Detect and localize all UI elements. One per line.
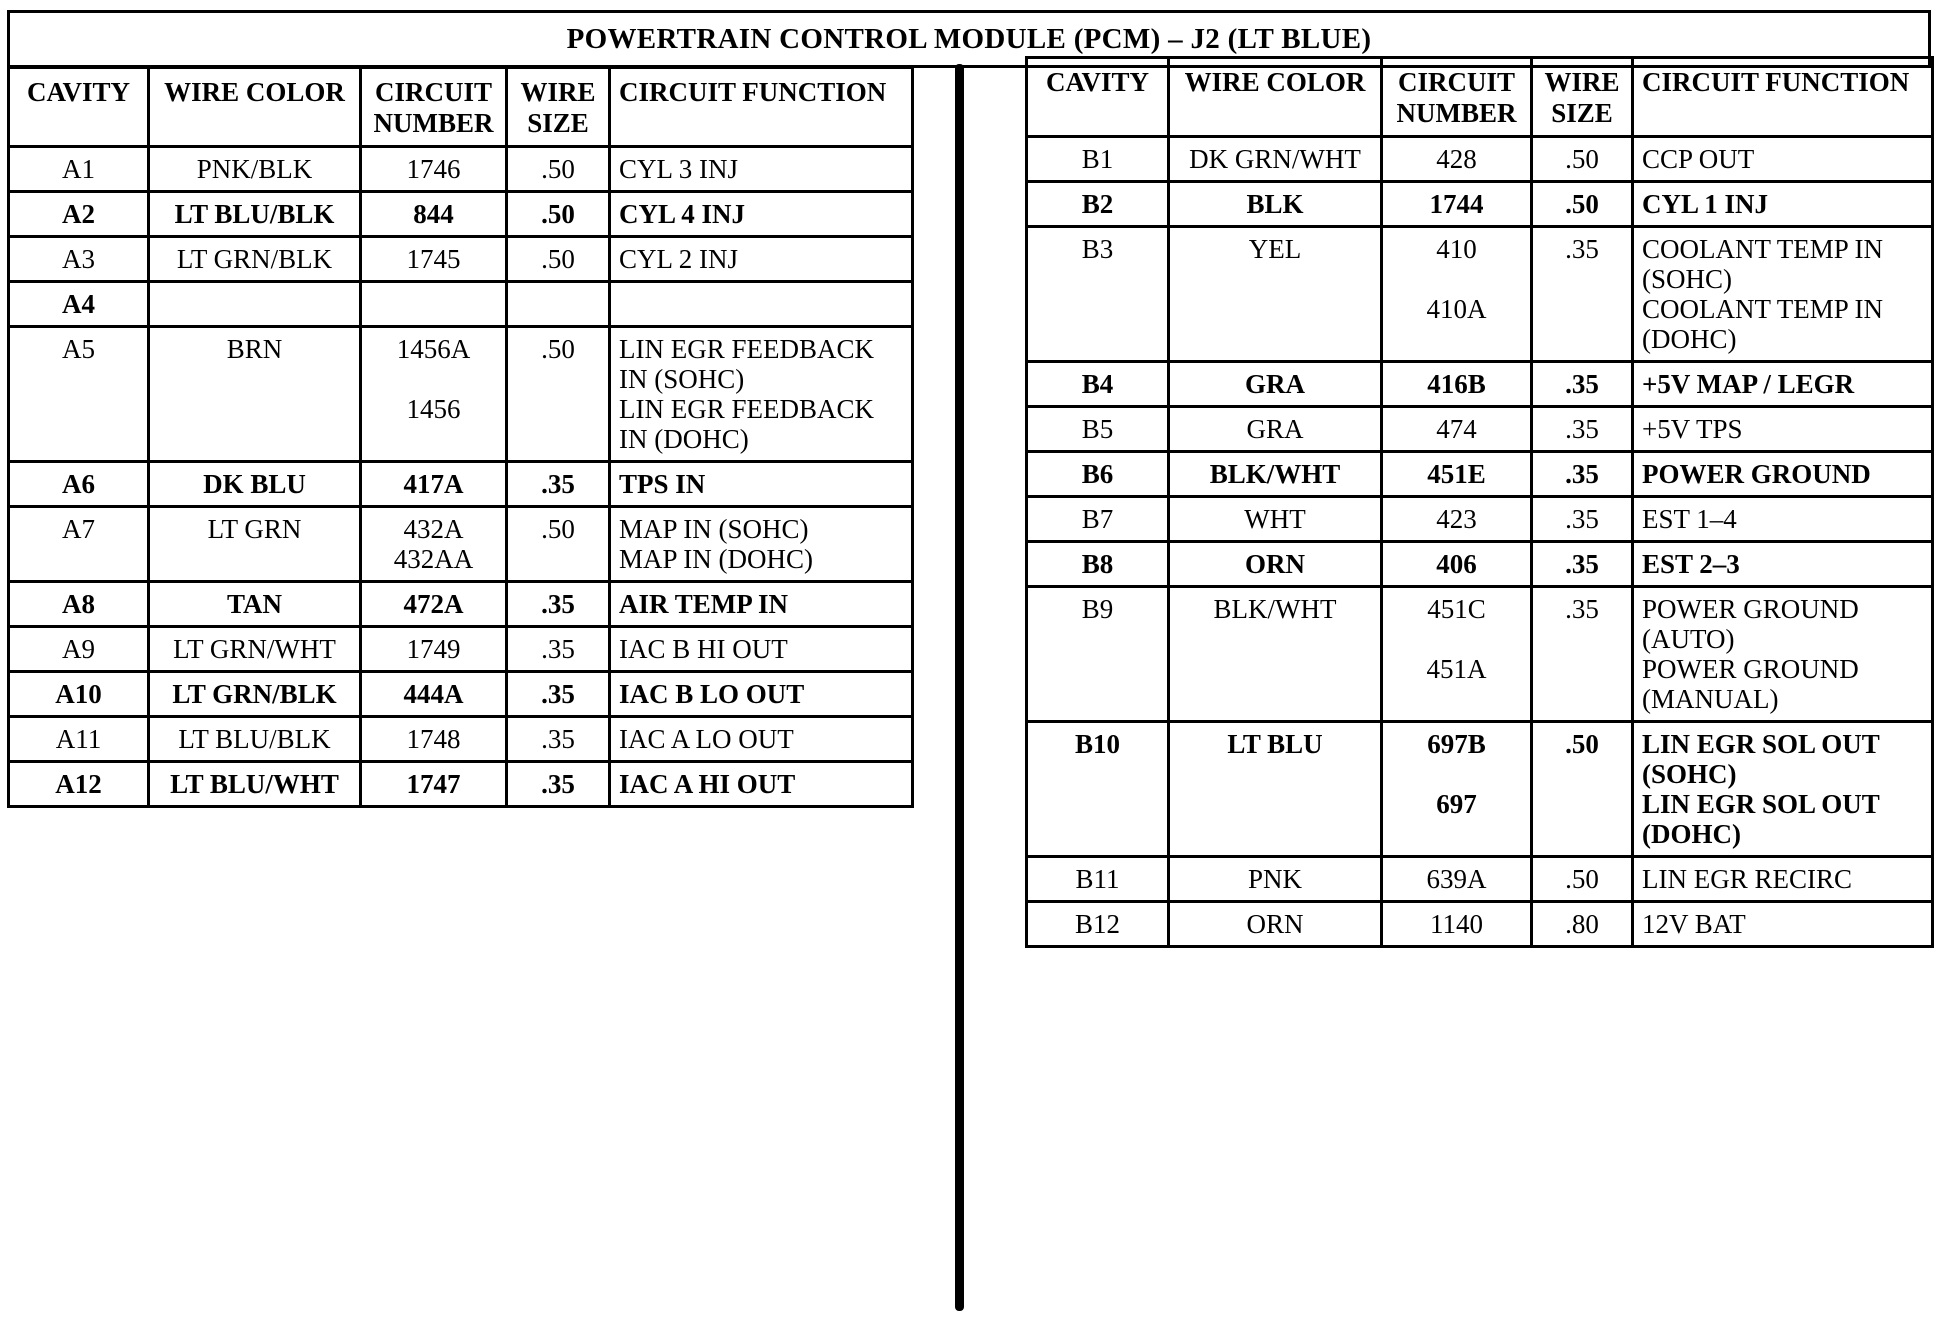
wire-size-header-line2: SIZE: [527, 108, 589, 138]
circuit-function-cell: [1633, 542, 1933, 587]
wire-color-header: WIRE COLOR: [1169, 58, 1382, 137]
circuit-function-line: AIR TEMP IN: [619, 589, 789, 619]
cavity-cell: A10: [9, 672, 149, 717]
table-row: [9, 717, 913, 762]
wire-size-cell: .50: [507, 237, 610, 282]
wire-size-cell: .50: [507, 327, 610, 462]
table-row: [9, 627, 913, 672]
wire-color-cell: ORN: [1169, 542, 1382, 587]
table-header-row: [9, 68, 913, 147]
circuit-function-line: MAP IN (DOHC): [619, 544, 813, 574]
wire-color-cell: LT GRN/BLK: [149, 237, 361, 282]
wire-color-cell: BLK/WHT: [1169, 587, 1382, 722]
circuit-number-cell: [1382, 182, 1532, 227]
wire-color-cell: GRA: [1169, 362, 1382, 407]
circuit-function-cell: [1633, 902, 1933, 947]
circuit-number-cell: [1382, 362, 1532, 407]
wire-size-cell: .35: [1532, 452, 1633, 497]
circuit-number-header-line1: CIRCUIT: [1397, 67, 1516, 97]
circuit-function-cell: [1633, 722, 1933, 857]
circuit-function-cell: [1633, 227, 1933, 362]
circuit-number-cell: [361, 192, 507, 237]
table-header-row: [1027, 58, 1933, 137]
circuit-function-header: CIRCUIT FUNCTION: [1633, 58, 1933, 137]
table-row: [9, 282, 913, 327]
circuit-number-line: 697B: [1427, 729, 1486, 759]
table-row: [1027, 137, 1933, 182]
circuit-number-line: 444A: [403, 679, 464, 709]
table-row: [1027, 407, 1933, 452]
table-row: [9, 672, 913, 717]
circuit-number-cell: [1382, 722, 1532, 857]
wire-size-cell: .35: [507, 582, 610, 627]
circuit-number-cell: [361, 762, 507, 807]
circuit-function-line: LIN EGR FEEDBACK: [619, 334, 874, 364]
circuit-function-cell: [610, 582, 913, 627]
circuit-number-header-line2: NUMBER: [1396, 98, 1517, 128]
circuit-number-line: 1140: [1430, 909, 1483, 939]
cavity-cell: B2: [1027, 182, 1169, 227]
wire-size-cell: .35: [1532, 542, 1633, 587]
circuit-function-line: LIN EGR RECIRC: [1642, 864, 1853, 894]
wire-color-cell: TAN: [149, 582, 361, 627]
wire-size-cell: .35: [507, 762, 610, 807]
circuit-number-line: 410A: [1426, 294, 1487, 324]
table-row: [9, 582, 913, 627]
circuit-number-line: 472A: [403, 589, 464, 619]
circuit-function-line: (DOHC): [1642, 819, 1741, 849]
wire-size-cell: .35: [507, 462, 610, 507]
circuit-function-header: CIRCUIT FUNCTION: [610, 68, 913, 147]
circuit-number-line: [1391, 264, 1522, 294]
circuit-number-header-line1: CIRCUIT: [374, 77, 493, 107]
circuit-function-cell: [1633, 452, 1933, 497]
wire-size-cell: .35: [1532, 362, 1633, 407]
wire-color-cell: GRA: [1169, 407, 1382, 452]
circuit-number-cell: [361, 582, 507, 627]
circuit-function-line: LIN EGR FEEDBACK: [619, 394, 874, 424]
wire-size-cell: .50: [1532, 182, 1633, 227]
cavity-cell: B4: [1027, 362, 1169, 407]
circuit-number-line: 697: [1436, 789, 1477, 819]
wire-size-header-line1: WIRE: [1544, 67, 1620, 97]
circuit-number-line: 416B: [1427, 369, 1486, 399]
wire-size-cell: .80: [1532, 902, 1633, 947]
circuit-number-line: 1456A: [396, 334, 471, 364]
table-row: [1027, 902, 1933, 947]
table-row: [1027, 497, 1933, 542]
cavity-cell: A1: [9, 147, 149, 192]
circuit-function-cell: [610, 672, 913, 717]
table-row: [9, 507, 913, 582]
circuit-number-line: 423: [1436, 504, 1477, 534]
circuit-number-cell: [361, 717, 507, 762]
circuit-function-line: (SOHC): [1642, 759, 1737, 789]
circuit-number-line: 1749: [406, 634, 461, 664]
circuit-number-cell: [361, 627, 507, 672]
wire-color-cell: DK GRN/WHT: [1169, 137, 1382, 182]
circuit-number-cell: [1382, 542, 1532, 587]
circuit-function-cell: [1633, 407, 1933, 452]
circuit-number-cell: [1382, 137, 1532, 182]
wire-color-cell: WHT: [1169, 497, 1382, 542]
circuit-number-cell: [361, 507, 507, 582]
wire-color-cell: DK BLU: [149, 462, 361, 507]
circuit-function-cell: [610, 147, 913, 192]
circuit-function-line: +5V TPS: [1642, 414, 1743, 444]
cavity-cell: B10: [1027, 722, 1169, 857]
right-pinout-table: [1025, 56, 1934, 948]
circuit-function-cell: [610, 717, 913, 762]
circuit-number-cell: [1382, 227, 1532, 362]
table-row: [1027, 182, 1933, 227]
circuit-function-line: CCP OUT: [1642, 144, 1755, 174]
wire-color-cell: BLK: [1169, 182, 1382, 227]
wire-size-header: [1532, 58, 1633, 137]
left-table-body: [9, 147, 913, 807]
circuit-function-line: CYL 2 INJ: [619, 244, 738, 274]
wire-size-cell: .35: [1532, 587, 1633, 722]
table-row: [9, 762, 913, 807]
circuit-function-line: EST 2–3: [1642, 549, 1740, 579]
table-row: [9, 237, 913, 282]
wire-size-cell: .35: [1532, 497, 1633, 542]
circuit-function-cell: [1633, 857, 1933, 902]
table-row: [1027, 452, 1933, 497]
circuit-number-cell: [361, 672, 507, 717]
left-pinout-table: [7, 66, 914, 808]
wire-size-cell: .50: [1532, 857, 1633, 902]
table-row: [9, 147, 913, 192]
circuit-function-cell: [1633, 137, 1933, 182]
circuit-number-line: 1456: [406, 394, 461, 424]
circuit-function-line: (AUTO): [1642, 624, 1735, 654]
document-title: POWERTRAIN CONTROL MODULE (PCM) – J2 (LT BLUE): [7, 10, 1931, 68]
wire-color-cell: YEL: [1169, 227, 1382, 362]
circuit-number-cell: [361, 462, 507, 507]
wire-size-cell: .50: [1532, 137, 1633, 182]
table-row: [1027, 587, 1933, 722]
wire-color-cell: LT GRN/WHT: [149, 627, 361, 672]
cavity-header: CAVITY: [1027, 58, 1169, 137]
circuit-number-line: 406: [1436, 549, 1477, 579]
circuit-function-line: (DOHC): [1642, 324, 1737, 354]
circuit-function-line: COOLANT TEMP IN: [1642, 234, 1884, 264]
cavity-cell: A2: [9, 192, 149, 237]
circuit-number-cell: [1382, 587, 1532, 722]
cavity-header: CAVITY: [9, 68, 149, 147]
cavity-cell: B8: [1027, 542, 1169, 587]
circuit-function-cell: [1633, 587, 1933, 722]
right-table-body: [1027, 137, 1933, 947]
circuit-function-line: +5V MAP / LEGR: [1642, 369, 1855, 399]
wire-color-header: WIRE COLOR: [149, 68, 361, 147]
cavity-cell: A11: [9, 717, 149, 762]
circuit-function-cell: [1633, 497, 1933, 542]
table-row: [9, 192, 913, 237]
wire-size-cell: .50: [507, 507, 610, 582]
wire-size-cell: .50: [507, 192, 610, 237]
wire-color-cell: [149, 282, 361, 327]
circuit-number-cell: [1382, 497, 1532, 542]
circuit-function-line: EST 1–4: [1642, 504, 1737, 534]
cavity-cell: A8: [9, 582, 149, 627]
cavity-cell: A3: [9, 237, 149, 282]
wire-color-cell: LT BLU/BLK: [149, 192, 361, 237]
circuit-number-line: 432A: [403, 514, 464, 544]
circuit-number-line: 1746: [406, 154, 461, 184]
circuit-function-line: POWER GROUND: [1642, 594, 1859, 624]
circuit-number-line: 428: [1436, 144, 1477, 174]
cavity-cell: B7: [1027, 497, 1169, 542]
circuit-number-cell: [361, 237, 507, 282]
cavity-cell: A4: [9, 282, 149, 327]
circuit-number-line: 474: [1436, 414, 1477, 444]
wire-size-cell: .35: [507, 717, 610, 762]
circuit-number-header: [361, 68, 507, 147]
circuit-function-line: IAC A LO OUT: [619, 724, 794, 754]
circuit-number-line: 432AA: [393, 544, 474, 574]
circuit-function-cell: [610, 192, 913, 237]
circuit-function-cell: [610, 237, 913, 282]
circuit-number-line: 1748: [406, 724, 461, 754]
wire-size-cell: .35: [1532, 407, 1633, 452]
wire-size-header-line1: WIRE: [520, 77, 596, 107]
wire-color-cell: LT BLU/BLK: [149, 717, 361, 762]
circuit-number-cell: [1382, 407, 1532, 452]
cavity-cell: B9: [1027, 587, 1169, 722]
cavity-cell: B11: [1027, 857, 1169, 902]
circuit-function-line: IN (DOHC): [619, 424, 749, 454]
circuit-function-line: IAC B LO OUT: [619, 679, 805, 709]
wire-color-cell: BRN: [149, 327, 361, 462]
cavity-cell: B6: [1027, 452, 1169, 497]
circuit-function-line: IAC A HI OUT: [619, 769, 796, 799]
wire-size-cell: [507, 282, 610, 327]
circuit-function-cell: [1633, 182, 1933, 227]
circuit-number-line: 451A: [1426, 654, 1487, 684]
circuit-number-line: 451E: [1427, 459, 1486, 489]
table-row: [1027, 857, 1933, 902]
circuit-function-line: POWER GROUND: [1642, 459, 1871, 489]
cavity-cell: A9: [9, 627, 149, 672]
circuit-function-cell: [610, 282, 913, 327]
circuit-number-line: 410: [1436, 234, 1477, 264]
center-divider-rule: [955, 64, 964, 1311]
circuit-function-line: LIN EGR SOL OUT: [1642, 729, 1880, 759]
circuit-function-line: COOLANT TEMP IN: [1642, 294, 1884, 324]
circuit-function-line: 12V BAT: [1642, 909, 1746, 939]
cavity-cell: B12: [1027, 902, 1169, 947]
circuit-number-line: [1391, 759, 1522, 789]
circuit-number-line: 1744: [1429, 189, 1484, 219]
circuit-number-cell: [1382, 452, 1532, 497]
circuit-number-line: 417A: [403, 469, 464, 499]
circuit-number-line: 1747: [406, 769, 461, 799]
circuit-function-line: LIN EGR SOL OUT: [1642, 789, 1880, 819]
circuit-number-line: 639A: [1426, 864, 1487, 894]
table-row: [1027, 722, 1933, 857]
wire-color-cell: PNK: [1169, 857, 1382, 902]
circuit-function-line: CYL 3 INJ: [619, 154, 738, 184]
circuit-number-header-line2: NUMBER: [373, 108, 494, 138]
cavity-cell: B5: [1027, 407, 1169, 452]
table-row: [1027, 227, 1933, 362]
circuit-number-line: 1745: [406, 244, 461, 274]
circuit-number-cell: [361, 327, 507, 462]
circuit-number-cell: [361, 147, 507, 192]
circuit-function-cell: [610, 627, 913, 672]
circuit-number-cell: [361, 282, 507, 327]
circuit-number-line: [1391, 624, 1522, 654]
cavity-cell: B1: [1027, 137, 1169, 182]
cavity-cell: A5: [9, 327, 149, 462]
circuit-number-header: [1382, 58, 1532, 137]
cavity-cell: B3: [1027, 227, 1169, 362]
circuit-number-line: [370, 289, 497, 319]
circuit-function-cell: [610, 462, 913, 507]
wire-size-cell: .35: [1532, 227, 1633, 362]
wire-size-cell: .50: [1532, 722, 1633, 857]
table-row: [9, 327, 913, 462]
wire-color-cell: LT BLU/WHT: [149, 762, 361, 807]
circuit-number-line: [370, 364, 497, 394]
wire-size-cell: .35: [507, 627, 610, 672]
wire-color-cell: ORN: [1169, 902, 1382, 947]
circuit-function-line: TPS IN: [619, 469, 706, 499]
wire-color-cell: BLK/WHT: [1169, 452, 1382, 497]
circuit-function-line: IAC B HI OUT: [619, 634, 788, 664]
circuit-function-cell: [610, 762, 913, 807]
wire-color-cell: LT GRN/BLK: [149, 672, 361, 717]
circuit-number-cell: [1382, 857, 1532, 902]
wire-size-header: [507, 68, 610, 147]
wire-size-cell: .35: [507, 672, 610, 717]
wire-color-cell: LT BLU: [1169, 722, 1382, 857]
circuit-function-cell: [610, 507, 913, 582]
circuit-function-line: IN (SOHC): [619, 364, 745, 394]
circuit-function-cell: [610, 327, 913, 462]
cavity-cell: A7: [9, 507, 149, 582]
circuit-function-line: (MANUAL): [1642, 684, 1779, 714]
wire-color-cell: PNK/BLK: [149, 147, 361, 192]
circuit-function-line: CYL 4 INJ: [619, 199, 746, 229]
cavity-cell: A6: [9, 462, 149, 507]
circuit-number-cell: [1382, 902, 1532, 947]
table-row: [1027, 542, 1933, 587]
wire-color-cell: LT GRN: [149, 507, 361, 582]
circuit-number-line: 451C: [1427, 594, 1486, 624]
circuit-function-line: CYL 1 INJ: [1642, 189, 1769, 219]
circuit-function-line: POWER GROUND: [1642, 654, 1859, 684]
table-row: [1027, 362, 1933, 407]
circuit-function-line: MAP IN (SOHC): [619, 514, 809, 544]
cavity-cell: A12: [9, 762, 149, 807]
circuit-function-cell: [1633, 362, 1933, 407]
circuit-function-line: (SOHC): [1642, 264, 1733, 294]
table-row: [9, 462, 913, 507]
wire-size-cell: .50: [507, 147, 610, 192]
wire-size-header-line2: SIZE: [1551, 98, 1613, 128]
circuit-number-line: 844: [413, 199, 454, 229]
